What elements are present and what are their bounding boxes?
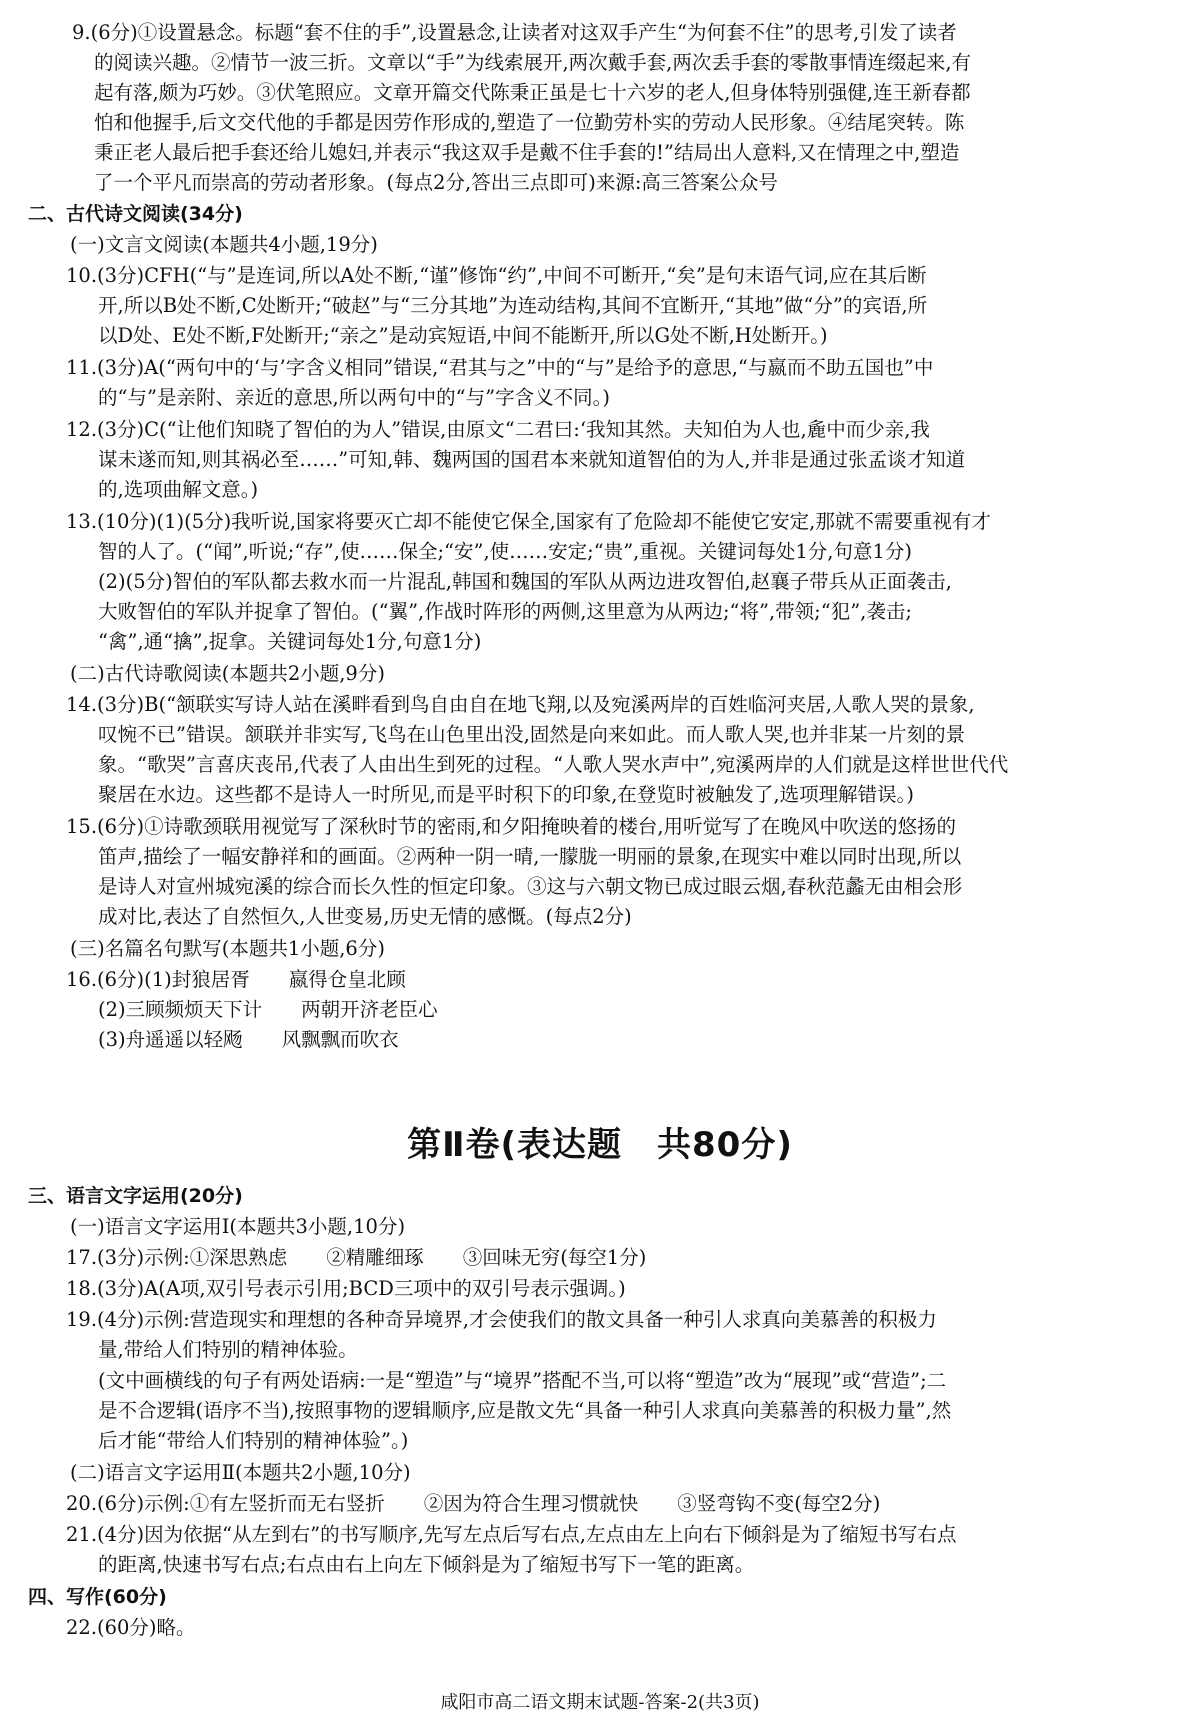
q12-line-2: 谋未遂而知,则其祸必至……”可知,韩、魏两国的国君本来就知道智伯的为人,并非是通过张孟谈才知道 [98, 448, 966, 471]
q14-line-1: 14.(3分)B(“颔联实写诗人站在溪畔看到鸟自由自在地飞翔,以及宛溪两岸的百姓临河夹居,人歌人哭的景象, [66, 693, 975, 716]
subsection-poetry: (二)古代诗歌阅读(本题共2小题,9分) [70, 662, 385, 685]
q16-line-2: (2)三顾频烦天下计 两朝开济老臣心 [98, 998, 438, 1021]
q12-line-1: 12.(3分)C(“让他们知晓了智伯的为人”错误,由原文“二君曰:‘我知其然。夫知伯为人也,麁中而少亲,我 [66, 418, 930, 441]
q19-line-4: 是不合逻辑(语序不当),按照事物的逻辑顺序,应是散文先“具备一种引人求真向美慕善的积极力量”,然 [98, 1399, 952, 1422]
section-heading-classical: 二、古代诗文阅读(34分) [28, 203, 243, 225]
q13-line-2: 智的人了。(“闻”,听说;“存”,使……保全;“安”,使……安定;“贵”,重视。关键词每处1分,句意1分) [98, 540, 912, 563]
q13-line-5: “禽”,通“擒”,捉拿。关键词每处1分,句意1分) [98, 630, 482, 653]
q18-line-1: 18.(3分)A(A项,双引号表示引用;BCD三项中的双引号表示强调。) [66, 1277, 626, 1300]
q16-line-3: (3)舟遥遥以轻飏 风飘飘而吹衣 [98, 1028, 399, 1051]
q19-line-5: 后才能“带给人们特别的精神体验”。) [98, 1429, 409, 1452]
q9-line-4: 怕和他握手,后文交代他的手都是因劳作形成的,塑造了一位勤劳朴实的劳动人民形象。④结尾突转。陈 [94, 111, 965, 134]
q10-line-3: 以D处、E处不断,F处断开;“亲之”是动宾短语,中间不能断开,所以G处不断,H处断开。) [98, 324, 828, 347]
subsection-language-2: (二)语言文字运用Ⅱ(本题共2小题,10分) [70, 1461, 411, 1484]
q19-line-2: 量,带给人们特别的精神体验。 [98, 1338, 358, 1361]
q15-line-3: 是诗人对宣州城宛溪的综合而长久性的恒定印象。③这与六朝文物已成过眼云烟,春秋范蠡无由相会形 [98, 875, 963, 898]
q15-line-4: 成对比,表达了自然恒久,人世变易,历史无情的感慨。(每点2分) [98, 905, 632, 928]
q13-line-3: (2)(5分)智伯的军队都去救水而一片混乱,韩国和魏国的军队从两边进攻智伯,赵襄子带兵从正面袭击, [98, 570, 952, 593]
q11-line-1: 11.(3分)A(“两句中的‘与’字含义相同”错误,“君其与之”中的“与”是给予的意思,“与嬴而不助五国也”中 [66, 356, 934, 379]
q9-line-3: 起有落,颇为巧妙。③伏笔照应。文章开篇交代陈秉正虽是七十六岁的老人,但身体特别强健,连王新春都 [94, 81, 971, 104]
q19-line-3: (文中画横线的句子有两处语病:一是“塑造”与“境界”搭配不当,可以将“塑造”改为“展现”或“营造”;二 [98, 1369, 947, 1392]
q17-line-1: 17.(3分)示例:①深思熟虑 ②精雕细琢 ③回味无穷(每空1分) [66, 1246, 647, 1269]
q14-line-2: 叹惋不已”错误。颔联并非实写,飞鸟在山色里出没,固然是向来如此。而人歌人哭,也并非某一片刻的景 [98, 723, 966, 746]
q19-line-1: 19.(4分)示例:营造现实和理想的各种奇异境界,才会使我们的散文具备一种引人求真向美慕善的积极力 [66, 1308, 937, 1331]
q9-line-6: 了一个平凡而崇高的劳动者形象。(每点2分,答出三点即可)来源:高三答案公众号 [94, 171, 778, 194]
q14-line-3: 象。“歌哭”言喜庆丧吊,代表了人由出生到死的过程。“人歌人哭水声中”,宛溪两岸的人们就是这样世世代代 [98, 753, 1009, 776]
q10-line-1: 10.(3分)CFH(“与”是连词,所以A处不断,“谨”修饰“约”,中间不可断开,“矣”是句末语气词,应在其后断 [66, 264, 927, 287]
subsection-recitation: (三)名篇名句默写(本题共1小题,6分) [70, 937, 385, 960]
page-footer: 咸阳市高二语文期末试题-答案-2(共3页) [440, 1692, 760, 1713]
q16-line-1: 16.(6分)(1)封狼居胥 嬴得仓皇北顾 [66, 968, 406, 991]
q15-line-2: 笛声,描绘了一幅安静祥和的画面。②两种一阴一晴,一朦胧一明丽的景象,在现实中难以同时出现,所以 [98, 845, 962, 868]
q20-line-1: 20.(6分)示例:①有左竖折而无右竖折 ②因为符合生理习惯就快 ③竖弯钩不变(每空2分) [66, 1492, 881, 1515]
q10-line-2: 开,所以B处不断,C处断开;“破赵”与“三分其地”为连动结构,其间不宜断开,“其地”做“分”的宾语,所 [98, 294, 928, 317]
q21-line-2: 的距离,快速书写右点;右点由右上向左下倾斜是为了缩短书写下一笔的距离。 [98, 1553, 755, 1576]
q9-line-1: 9.(6分)①设置悬念。标题“套不住的手”,设置悬念,让读者对这双手产生“为何套不住”的思考,引发了读者 [72, 21, 957, 44]
section-heading-language: 三、语言文字运用(20分) [28, 1185, 243, 1207]
q22-line-1: 22.(60分)略。 [66, 1616, 196, 1639]
subsection-language-1: (一)语言文字运用Ⅰ(本题共3小题,10分) [70, 1215, 406, 1238]
section-heading-writing: 四、写作(60分) [28, 1586, 167, 1608]
q14-line-4: 聚居在水边。这些都不是诗人一时所见,而是平时积下的印象,在登览时被触发了,选项理解错误。) [98, 783, 914, 806]
volume-two-heading: 第Ⅱ卷(表达题 共80分) [407, 1125, 793, 1165]
q11-line-2: 的“与”是亲附、亲近的意思,所以两句中的“与”字含义不同。) [98, 386, 610, 409]
q9-line-2: 的阅读兴趣。②情节一波三折。文章以“手”为线索展开,两次戴手套,两次丢手套的零散事情连缀起来,有 [94, 51, 972, 74]
subsection-classical-prose: (一)文言文阅读(本题共4小题,19分) [70, 233, 378, 256]
q13-line-1: 13.(10分)(1)(5分)我听说,国家将要灭亡却不能使它保全,国家有了危险却不能使它安定,那就不需要重视有才 [66, 510, 991, 533]
q12-line-3: 的,选项曲解文意。) [98, 478, 259, 501]
q13-line-4: 大败智伯的军队并捉拿了智伯。(“翼”,作战时阵形的两侧,这里意为从两边;“将”,带领;“犯”,袭击; [98, 600, 912, 623]
q21-line-1: 21.(4分)因为依据“从左到右”的书写顺序,先写左点后写右点,左点由左上向右下倾斜是为了缩短书写右点 [66, 1523, 957, 1546]
q15-line-1: 15.(6分)①诗歌颈联用视觉写了深秋时节的密雨,和夕阳掩映着的楼台,用听觉写了在晚风中吹送的悠扬的 [66, 815, 957, 838]
q9-line-5: 秉正老人最后把手套还给儿媳妇,并表示“我这双手是戴不住手套的!”结局出人意料,又在情理之中,塑造 [94, 141, 960, 164]
